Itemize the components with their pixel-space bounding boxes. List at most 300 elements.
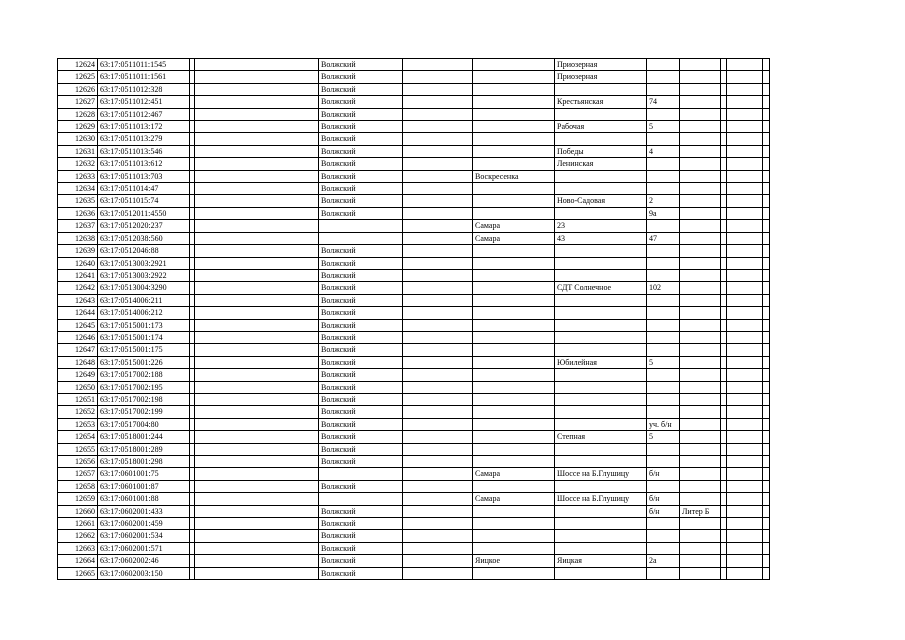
cell-col-l: [727, 418, 763, 430]
cell-street: [555, 381, 647, 393]
cell-district: Волжский: [319, 282, 403, 294]
cell-district: Волжский: [319, 307, 403, 319]
cell-building: [680, 567, 721, 579]
cell-cadastral-number: 63:17:0601001:87: [98, 480, 190, 492]
cell-row-number: 12644: [58, 307, 98, 319]
cell-street: Шоссе на Б.Глушицу: [555, 468, 647, 480]
cell-street: Победы: [555, 145, 647, 157]
cell-settlement: [473, 83, 555, 95]
cell-col-m: [763, 505, 770, 517]
cell-col-d: [195, 530, 319, 542]
cell-col-d: [195, 145, 319, 157]
cell-building: [680, 83, 721, 95]
cell-col-f: [403, 294, 473, 306]
cell-row-number: 12637: [58, 220, 98, 232]
cell-settlement: [473, 567, 555, 579]
table-row: [58, 257, 770, 269]
cell-street: Ленинская: [555, 158, 647, 170]
cell-settlement: [473, 108, 555, 120]
cell-cadastral-number: 63:17:0513003:2921: [98, 257, 190, 269]
cell-building: [680, 307, 721, 319]
table-row: [58, 71, 770, 83]
cell-building: [680, 269, 721, 281]
cell-col-l: [727, 96, 763, 108]
cell-street: Крестьянская: [555, 96, 647, 108]
cell-street: Приозерная: [555, 59, 647, 71]
cell-row-number: 12663: [58, 542, 98, 554]
cell-district: [319, 468, 403, 480]
cell-col-l: [727, 59, 763, 71]
cell-col-f: [403, 555, 473, 567]
cell-street: [555, 518, 647, 530]
cell-district: Волжский: [319, 183, 403, 195]
cell-col-d: [195, 220, 319, 232]
cell-col-d: [195, 121, 319, 133]
cell-col-l: [727, 71, 763, 83]
cell-row-number: 12645: [58, 319, 98, 331]
table-row: [58, 518, 770, 530]
cell-house: [647, 83, 680, 95]
cell-col-m: [763, 183, 770, 195]
cell-building: [680, 232, 721, 244]
table-row: [58, 567, 770, 579]
cell-settlement: [473, 393, 555, 405]
cell-house: б/н: [647, 493, 680, 505]
cell-house: [647, 542, 680, 554]
cell-row-number: 12651: [58, 393, 98, 405]
cell-col-m: [763, 269, 770, 281]
cell-street: [555, 108, 647, 120]
cell-street: [555, 530, 647, 542]
cell-house: 9а: [647, 207, 680, 219]
cell-street: [555, 505, 647, 517]
cell-col-d: [195, 183, 319, 195]
cell-col-l: [727, 307, 763, 319]
cell-settlement: Самара: [473, 493, 555, 505]
cell-settlement: [473, 307, 555, 319]
cell-col-m: [763, 567, 770, 579]
cell-building: [680, 331, 721, 343]
cell-building: [680, 71, 721, 83]
cell-row-number: 12658: [58, 480, 98, 492]
cell-col-l: [727, 269, 763, 281]
cell-col-l: [727, 207, 763, 219]
cell-col-m: [763, 344, 770, 356]
cell-district: [319, 232, 403, 244]
cell-building: [680, 555, 721, 567]
cell-district: Волжский: [319, 207, 403, 219]
table-row: [58, 245, 770, 257]
cell-row-number: 12660: [58, 505, 98, 517]
cell-row-number: 12640: [58, 257, 98, 269]
table-row: [58, 269, 770, 281]
cell-street: [555, 319, 647, 331]
cell-col-d: [195, 406, 319, 418]
cell-col-f: [403, 170, 473, 182]
cell-col-l: [727, 257, 763, 269]
cell-col-l: [727, 232, 763, 244]
cell-row-number: 12652: [58, 406, 98, 418]
cell-building: [680, 356, 721, 368]
cell-house: [647, 530, 680, 542]
cell-house: [647, 245, 680, 257]
cell-building: [680, 145, 721, 157]
cell-street: СДТ Солнечное: [555, 282, 647, 294]
cell-building: [680, 183, 721, 195]
cell-col-m: [763, 145, 770, 157]
table-body: [58, 59, 770, 580]
cell-col-d: [195, 480, 319, 492]
cell-cadastral-number: 63:17:0517002:188: [98, 369, 190, 381]
cell-street: [555, 344, 647, 356]
cell-street: [555, 406, 647, 418]
cell-cadastral-number: 63:17:0511013:703: [98, 170, 190, 182]
table-row: [58, 59, 770, 71]
cell-street: [555, 307, 647, 319]
cell-cadastral-number: 63:17:0511013:612: [98, 158, 190, 170]
cell-col-f: [403, 530, 473, 542]
cell-house: [647, 381, 680, 393]
cell-house: [647, 170, 680, 182]
cell-row-number: 12665: [58, 567, 98, 579]
cell-building: [680, 133, 721, 145]
cell-settlement: Яицкое: [473, 555, 555, 567]
cell-district: Волжский: [319, 431, 403, 443]
cell-col-d: [195, 567, 319, 579]
cell-settlement: [473, 369, 555, 381]
cell-building: [680, 530, 721, 542]
cell-district: Волжский: [319, 381, 403, 393]
cell-col-d: [195, 418, 319, 430]
cell-street: [555, 456, 647, 468]
cell-cadastral-number: 63:17:0602001:459: [98, 518, 190, 530]
cell-col-f: [403, 505, 473, 517]
cell-settlement: [473, 331, 555, 343]
cell-row-number: 12654: [58, 431, 98, 443]
cell-settlement: [473, 406, 555, 418]
cell-col-m: [763, 493, 770, 505]
cell-col-m: [763, 245, 770, 257]
cell-row-number: 12626: [58, 83, 98, 95]
cell-col-f: [403, 480, 473, 492]
cell-building: [680, 108, 721, 120]
table-row: [58, 468, 770, 480]
cell-cadastral-number: 63:17:0511015:74: [98, 195, 190, 207]
cell-col-m: [763, 406, 770, 418]
cell-district: [319, 493, 403, 505]
cell-col-d: [195, 493, 319, 505]
cell-col-m: [763, 331, 770, 343]
cell-col-d: [195, 381, 319, 393]
cell-cadastral-number: 63:17:0511013:279: [98, 133, 190, 145]
cell-cadastral-number: 63:17:0512020:237: [98, 220, 190, 232]
cell-col-l: [727, 220, 763, 232]
cell-cadastral-number: 63:17:0602001:534: [98, 530, 190, 542]
cell-cadastral-number: 63:17:0513003:2922: [98, 269, 190, 281]
cell-cadastral-number: 63:17:0517002:199: [98, 406, 190, 418]
cell-building: [680, 158, 721, 170]
cell-house: [647, 331, 680, 343]
cell-district: Волжский: [319, 145, 403, 157]
cell-row-number: 12633: [58, 170, 98, 182]
cell-col-f: [403, 195, 473, 207]
cell-col-d: [195, 518, 319, 530]
cell-district: Волжский: [319, 195, 403, 207]
cell-settlement: [473, 207, 555, 219]
cell-col-f: [403, 406, 473, 418]
cell-row-number: 12641: [58, 269, 98, 281]
cell-col-f: [403, 121, 473, 133]
cell-settlement: [473, 294, 555, 306]
cell-col-f: [403, 518, 473, 530]
spreadsheet-page: [57, 58, 770, 580]
cell-col-d: [195, 319, 319, 331]
cell-cadastral-number: 63:17:0511011:1561: [98, 71, 190, 83]
cell-house: [647, 71, 680, 83]
cell-col-f: [403, 158, 473, 170]
cell-col-l: [727, 393, 763, 405]
cell-street: [555, 294, 647, 306]
table-row: [58, 344, 770, 356]
cell-street: Приозерная: [555, 71, 647, 83]
cell-district: Волжский: [319, 480, 403, 492]
table-row: [58, 431, 770, 443]
cell-district: Волжский: [319, 456, 403, 468]
cell-house: [647, 269, 680, 281]
cell-cadastral-number: 63:17:0515001:226: [98, 356, 190, 368]
cell-cadastral-number: 63:17:0511011:1545: [98, 59, 190, 71]
cell-settlement: Самара: [473, 232, 555, 244]
cell-row-number: 12628: [58, 108, 98, 120]
table-row: [58, 170, 770, 182]
cell-settlement: [473, 418, 555, 430]
cell-building: [680, 443, 721, 455]
table-row: [58, 406, 770, 418]
cell-row-number: 12638: [58, 232, 98, 244]
cell-settlement: [473, 195, 555, 207]
cell-col-f: [403, 245, 473, 257]
table-row: [58, 418, 770, 430]
cell-house: [647, 518, 680, 530]
cell-district: Волжский: [319, 530, 403, 542]
cell-col-m: [763, 220, 770, 232]
cell-building: [680, 393, 721, 405]
cell-street: [555, 257, 647, 269]
cell-row-number: 12635: [58, 195, 98, 207]
cell-col-f: [403, 468, 473, 480]
cell-col-m: [763, 381, 770, 393]
cell-col-d: [195, 83, 319, 95]
cell-cadastral-number: 63:17:0602002:46: [98, 555, 190, 567]
cell-col-d: [195, 331, 319, 343]
cell-col-d: [195, 356, 319, 368]
cell-building: [680, 369, 721, 381]
cell-col-d: [195, 443, 319, 455]
cell-col-m: [763, 518, 770, 530]
cell-district: Волжский: [319, 406, 403, 418]
cell-settlement: Самара: [473, 468, 555, 480]
cell-building: [680, 282, 721, 294]
cell-district: Волжский: [319, 369, 403, 381]
cell-col-l: [727, 456, 763, 468]
cell-row-number: 12643: [58, 294, 98, 306]
table-row: [58, 83, 770, 95]
cell-row-number: 12659: [58, 493, 98, 505]
cell-row-number: 12656: [58, 456, 98, 468]
cell-col-l: [727, 505, 763, 517]
cell-col-d: [195, 307, 319, 319]
cell-col-f: [403, 183, 473, 195]
cell-col-d: [195, 96, 319, 108]
cell-col-m: [763, 257, 770, 269]
cell-col-l: [727, 542, 763, 554]
cell-col-f: [403, 418, 473, 430]
cell-col-m: [763, 480, 770, 492]
cell-cadastral-number: 63:17:0514006:212: [98, 307, 190, 319]
cell-col-d: [195, 294, 319, 306]
cell-cadastral-number: 63:17:0602001:433: [98, 505, 190, 517]
cell-col-m: [763, 369, 770, 381]
cell-district: Волжский: [319, 567, 403, 579]
cell-row-number: 12632: [58, 158, 98, 170]
cell-col-l: [727, 555, 763, 567]
cell-building: [680, 207, 721, 219]
cell-district: Волжский: [319, 418, 403, 430]
cell-col-l: [727, 319, 763, 331]
cell-col-f: [403, 443, 473, 455]
cell-col-d: [195, 108, 319, 120]
cell-district: Волжский: [319, 108, 403, 120]
table-row: [58, 121, 770, 133]
cell-building: [680, 493, 721, 505]
cell-house: [647, 133, 680, 145]
cell-settlement: [473, 443, 555, 455]
table-row: [58, 331, 770, 343]
cell-col-f: [403, 493, 473, 505]
cell-col-f: [403, 232, 473, 244]
cell-street: Ново-Садовая: [555, 195, 647, 207]
table-row: [58, 356, 770, 368]
cell-col-d: [195, 468, 319, 480]
cell-building: [680, 319, 721, 331]
cell-street: [555, 170, 647, 182]
cell-settlement: [473, 133, 555, 145]
cell-col-d: [195, 369, 319, 381]
cell-col-d: [195, 232, 319, 244]
cell-street: [555, 133, 647, 145]
cell-cadastral-number: 63:17:0601001:88: [98, 493, 190, 505]
cell-settlement: [473, 269, 555, 281]
cell-cadastral-number: 63:17:0517004:80: [98, 418, 190, 430]
cell-col-f: [403, 381, 473, 393]
cell-cadastral-number: 63:17:0513004:3290: [98, 282, 190, 294]
cell-col-f: [403, 456, 473, 468]
cell-col-l: [727, 356, 763, 368]
cell-col-d: [195, 59, 319, 71]
cell-col-m: [763, 158, 770, 170]
cell-cadastral-number: 63:17:0512011:4550: [98, 207, 190, 219]
cell-house: [647, 183, 680, 195]
cell-district: Волжский: [319, 170, 403, 182]
cell-settlement: [473, 71, 555, 83]
cell-col-d: [195, 431, 319, 443]
cell-settlement: [473, 257, 555, 269]
cell-settlement: [473, 183, 555, 195]
cell-street: [555, 183, 647, 195]
cell-col-f: [403, 207, 473, 219]
table-row: [58, 232, 770, 244]
cell-cadastral-number: 63:17:0601001:75: [98, 468, 190, 480]
cell-col-m: [763, 456, 770, 468]
cell-settlement: [473, 356, 555, 368]
cell-district: [319, 220, 403, 232]
cell-street: Шоссе на Б.Глушицу: [555, 493, 647, 505]
cell-row-number: 12646: [58, 331, 98, 343]
cell-house: [647, 108, 680, 120]
cell-col-d: [195, 393, 319, 405]
cell-settlement: [473, 245, 555, 257]
cell-col-l: [727, 567, 763, 579]
cell-col-m: [763, 195, 770, 207]
cell-settlement: [473, 505, 555, 517]
cell-row-number: 12631: [58, 145, 98, 157]
table-row: [58, 307, 770, 319]
cell-house: [647, 480, 680, 492]
cell-house: [647, 369, 680, 381]
cell-district: Волжский: [319, 257, 403, 269]
cell-col-f: [403, 393, 473, 405]
cell-col-f: [403, 145, 473, 157]
cell-cadastral-number: 63:17:0518001:244: [98, 431, 190, 443]
table-row: [58, 381, 770, 393]
cell-settlement: [473, 121, 555, 133]
cell-col-f: [403, 83, 473, 95]
cell-district: Волжский: [319, 555, 403, 567]
cell-cadastral-number: 63:17:0511014:47: [98, 183, 190, 195]
table-row: [58, 294, 770, 306]
cell-street: Яицкая: [555, 555, 647, 567]
cell-col-f: [403, 71, 473, 83]
cell-row-number: 12653: [58, 418, 98, 430]
cell-building: [680, 195, 721, 207]
cell-col-m: [763, 443, 770, 455]
cell-settlement: [473, 480, 555, 492]
cell-col-m: [763, 555, 770, 567]
cell-district: Волжский: [319, 542, 403, 554]
cell-street: [555, 207, 647, 219]
cell-settlement: [473, 518, 555, 530]
cell-col-f: [403, 108, 473, 120]
cell-house: [647, 406, 680, 418]
cell-col-f: [403, 344, 473, 356]
cell-building: [680, 96, 721, 108]
cell-settlement: [473, 530, 555, 542]
cell-building: [680, 220, 721, 232]
cell-district: Волжский: [319, 71, 403, 83]
cell-house: [647, 220, 680, 232]
cell-street: [555, 418, 647, 430]
cell-col-l: [727, 443, 763, 455]
cell-col-m: [763, 59, 770, 71]
cell-settlement: Воскресенка: [473, 170, 555, 182]
table-row: [58, 282, 770, 294]
cell-cadastral-number: 63:17:0602003:150: [98, 567, 190, 579]
cell-col-f: [403, 257, 473, 269]
cell-street: [555, 245, 647, 257]
cell-col-m: [763, 418, 770, 430]
cell-col-f: [403, 331, 473, 343]
cell-row-number: 12664: [58, 555, 98, 567]
